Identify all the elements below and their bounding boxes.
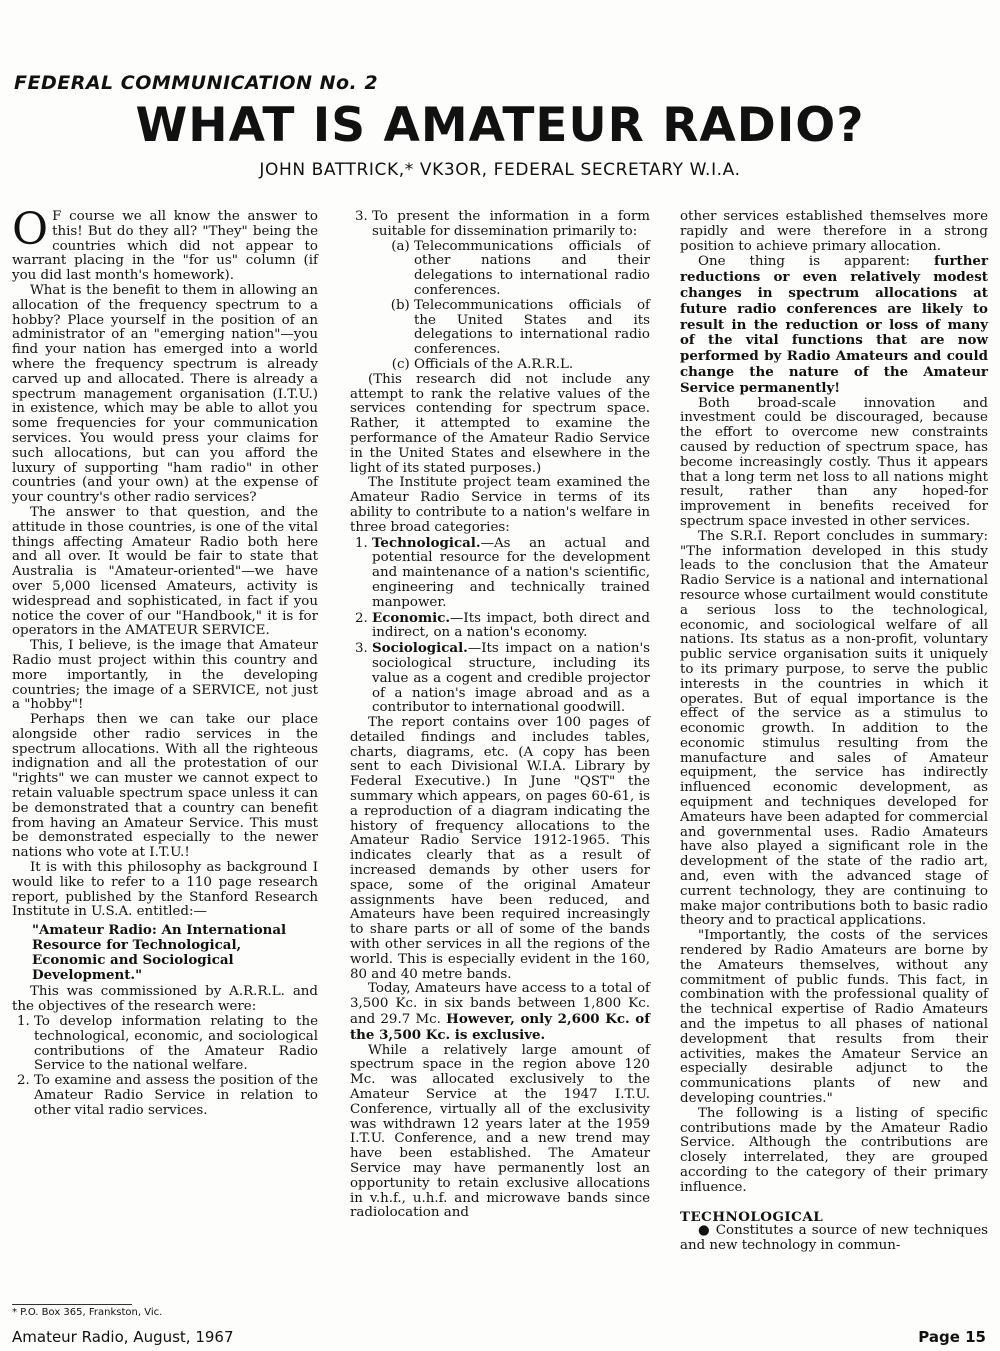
objectives-list [12,1015,318,1119]
paragraph: This was commissioned by A.R.R.L. and the objectives of the research were: [12,984,318,1015]
list-item: 2. Economic.—Its impact, both direct and indirect, on a nation's economy. [372,611,650,642]
kicker: FEDERAL COMMUNICATION No. 2 [14,72,379,94]
article-title: WHAT IS AMATEUR RADIO? [135,98,865,153]
list-item: 2. To examine and assess the position of the Amateur Radio Service in relation to other vital radio services. [34,1074,318,1118]
paragraph: (This research did not include any attempt to rank the relative values of the services contending for spectrum space. Rather, it attempted to examine the performance of the Amateur Radio Service in the United States and elsewhere in the light of its stated purposes.) [350,371,650,476]
paragraph: The Institute project team examined the Amateur Radio Service in terms of its ability to contribute to a nation's welfare in three broad categories: [350,475,650,535]
bullet-item: ● Constitutes a source of new techniques and new technology in commun- [680,1223,988,1254]
footnote-rule [12,1304,132,1305]
paragraph: other services established themselves more rapidly and were therefore in a strong position to achieve primary allocation. [680,209,988,254]
report-title-quote: "Amateur Radio: An International Resource for Technological, Economic and Sociological Development." [32,922,287,983]
paragraph: While a relatively large amount of spectrum space in the region above 120 Mc. was allocated exclusively to the Amateur Service at the 1947 I.T.U. Conference, virtually all of the exclusivity was withdrawn 12 years later at the 1959 I.T.U. Conference, and a new trend may have been established. The Amateur Service may have permanently lost an opportunity to retain exclusive allocations in v.h.f., u.h.f. and microwave bands since radiolocation and [350,1042,650,1221]
paragraph: The following is a listing of specific contributions made by the Amateur Radio Service. Although the contributions are closely interrelated, they are grouped according to the category of their primary influence. [680,1105,988,1195]
objectives-list-cont [350,210,650,373]
column-1 [12,204,318,1119]
footnote: * P.O. Box 365, Frankston, Vic. [12,1307,163,1318]
drop-cap: O [12,204,49,255]
list-item: 3. To present the information in a form suitable for dissemination primarily to: a. Telecommunications officials of other nations and their delegations to international radio conferences. b. Telecommunications officials of the United States and its delegations to international radio conferences. c. Officials of the A.R.R.L. [372,210,650,373]
paragraph: The S.R.I. Report concludes in summary: "The information developed in this study leads to the conclusion that the Amateur Radio Service is a national and international resource whose curtailment would constitute a serious loss to the technological, economic, and sociological welfare of all nations. Its status as a non-profit, voluntary public service organisation suits it uniquely to its primary purpose, to serve the public interests in the countries in which it operates. But of equal importance is the effect of the service as a stimulus to economic growth. In addition to the economic stimulus resulting from the manufacture and sales of Amateur equipment, the service has indirectly influenced economic development, as equipment and techniques developed for Amateurs have been adapted for commercial and governmental uses. Radio Amateurs have also played a significant role in the development of the state of the radio art, and, even with the advanced stage of current technology, they are continuing to make major contributions both to basic radio theory and to practical applications. [680,528,988,929]
paragraph: One thing is apparent: further reductions or even relatively modest changes in spectrum allocations at future radio conferences are likely to result in the reduction or loss of many of the vital functions that are now performed by Radio Amateurs and could change the nature of the Amateur Service permanently! [680,253,988,396]
paragraph: Both broad-scale innovation and investment could be discouraged, because the effort to overcome new constraints caused by reduction of spectrum space, has become increasingly costly. Thus it appears that a long term net loss to all nations might result, rather than any hoped-for improvement in benefits received for spectrum space invested in other services. [680,395,988,529]
list-item: a. Telecommunications officials of other nations and their delegations to international radio conferences. [414,240,650,299]
list-item: 3. Sociological.—Its impact on a nation's sociological structure, including its value as a cogent and credible projector of a nation's image abroad and as a contributor to international goodwill. [372,641,650,716]
column-2 [350,210,650,1221]
byline: JOHN BATTRICK,* VK3OR, FEDERAL SECRETARY W.I.A. [259,160,741,180]
list-item: b. Telecommunications officials of the United States and its delegations to international radio conferences. [414,299,650,358]
paragraph: Perhaps then we can take our place alongside other radio services in the spectrum allocations. With all the righteous indignation and all the protestation of our "rights" we can muster we cannot expect to retain valuable spectrum space unless it can be demonstrated that a country can benefit from having an Amateur Service. This must be demonstrated especially to the newer nations who vote at I.T.U.! [12,712,318,861]
paragraph: Today, Amateurs have access to a total of 3,500 Kc. in six bands between 1,800 Kc. and 29.7 Mc. However, only 2,600 Kc. of the 3,500 Kc. is exclusive. [350,981,651,1043]
page-number: Page 15 [918,1328,986,1346]
categories-list [350,536,650,717]
sub-list [372,240,650,373]
column-3 [680,210,988,1254]
paragraph: The answer to that question, and the attitude in those countries, is one of the vital things affecting Amateur Radio both here and all over. It would be fair to state that Australia is "Amateur-oriented"—we have over 5,000 licensed Amateurs, activity is widespread and sophisticated, in fact if you notice the cover of our "Handbook," it is for operators in the AMATEUR SERVICE. [12,504,318,639]
list-item: 1. To develop information relating to the technological, economic, and sociological contributions of the Amateur Radio Service to the national welfare. [34,1015,318,1074]
paragraph: "Importantly, the costs of the services rendered by Radio Amateurs are borne by the Amateurs themselves, without any commitment of public funds. This fact, in combination with the professional quality of the technical expertise of Radio Amateurs and the impetus to all phases of national development that results from their activities, makes the Amateur Service an especially desirable adjunct to the communications plants of new and developing countries." [680,928,988,1107]
paragraph: It is with this philosophy as background I would like to refer to a 110 page research report, published by the Stanford Research Institute in U.S.A. entitled:— [12,860,318,920]
paragraph: This, I believe, is the image that Amateur Radio must project within this country and more importantly, in the developing countries; the image of a SERVICE, not just a "hobby"! [12,638,318,713]
paragraph: O F course we all know the answer to this! But do they all? "They" being the countries which did not appear to warrant placing in the "for us" column (if you did last month's homework). [12,204,318,284]
paragraph: The report contains over 100 pages of detailed findings and includes tables, charts, diagrams, etc. (A copy has been sent to each Divisional W.I.A. Library by Federal Executive.) In June "QST" the summary which appears, on pages 60-61, is a reproduction of a diagram indicating the history of frequency allocations to the Amateur Radio Service 1912-1965. This indicates clearly that as a result of increased demands by other users for space, some of the original Amateur assignments have been reduced, and Amateurs have been required increasingly to share parts or all of some of the bands with other services in all the regions of the world. This is especially evident in the 160, 80 and 40 metre bands. [350,715,650,982]
list-item: 1. Technological.—As an actual and potential resource for the development and maintenance of a nation's scientific, engineering and technically trained manpower. [372,536,650,611]
section-heading: TECHNOLOGICAL [680,1208,824,1225]
footer-publication: Amateur Radio, August, 1967 [12,1328,234,1346]
list-item: c. Officials of the A.R.R.L. [414,358,650,373]
paragraph: What is the benefit to them in allowing an allocation of the frequency spectrum to a hobby? Place yourself in the position of an administrator of an "emerging nation"—you find your nation has emerged into a world where the frequency spectrum is already carved up and allocated. There is already a spectrum management organisation (I.T.U.) in existence, which may be able to allot you some frequencies for your communication services. You would press your claims for such allocations, but can you afford the luxury of supporting "ham radio" in other countries (and your own) at the expense of your country's other radio services? [12,282,318,506]
